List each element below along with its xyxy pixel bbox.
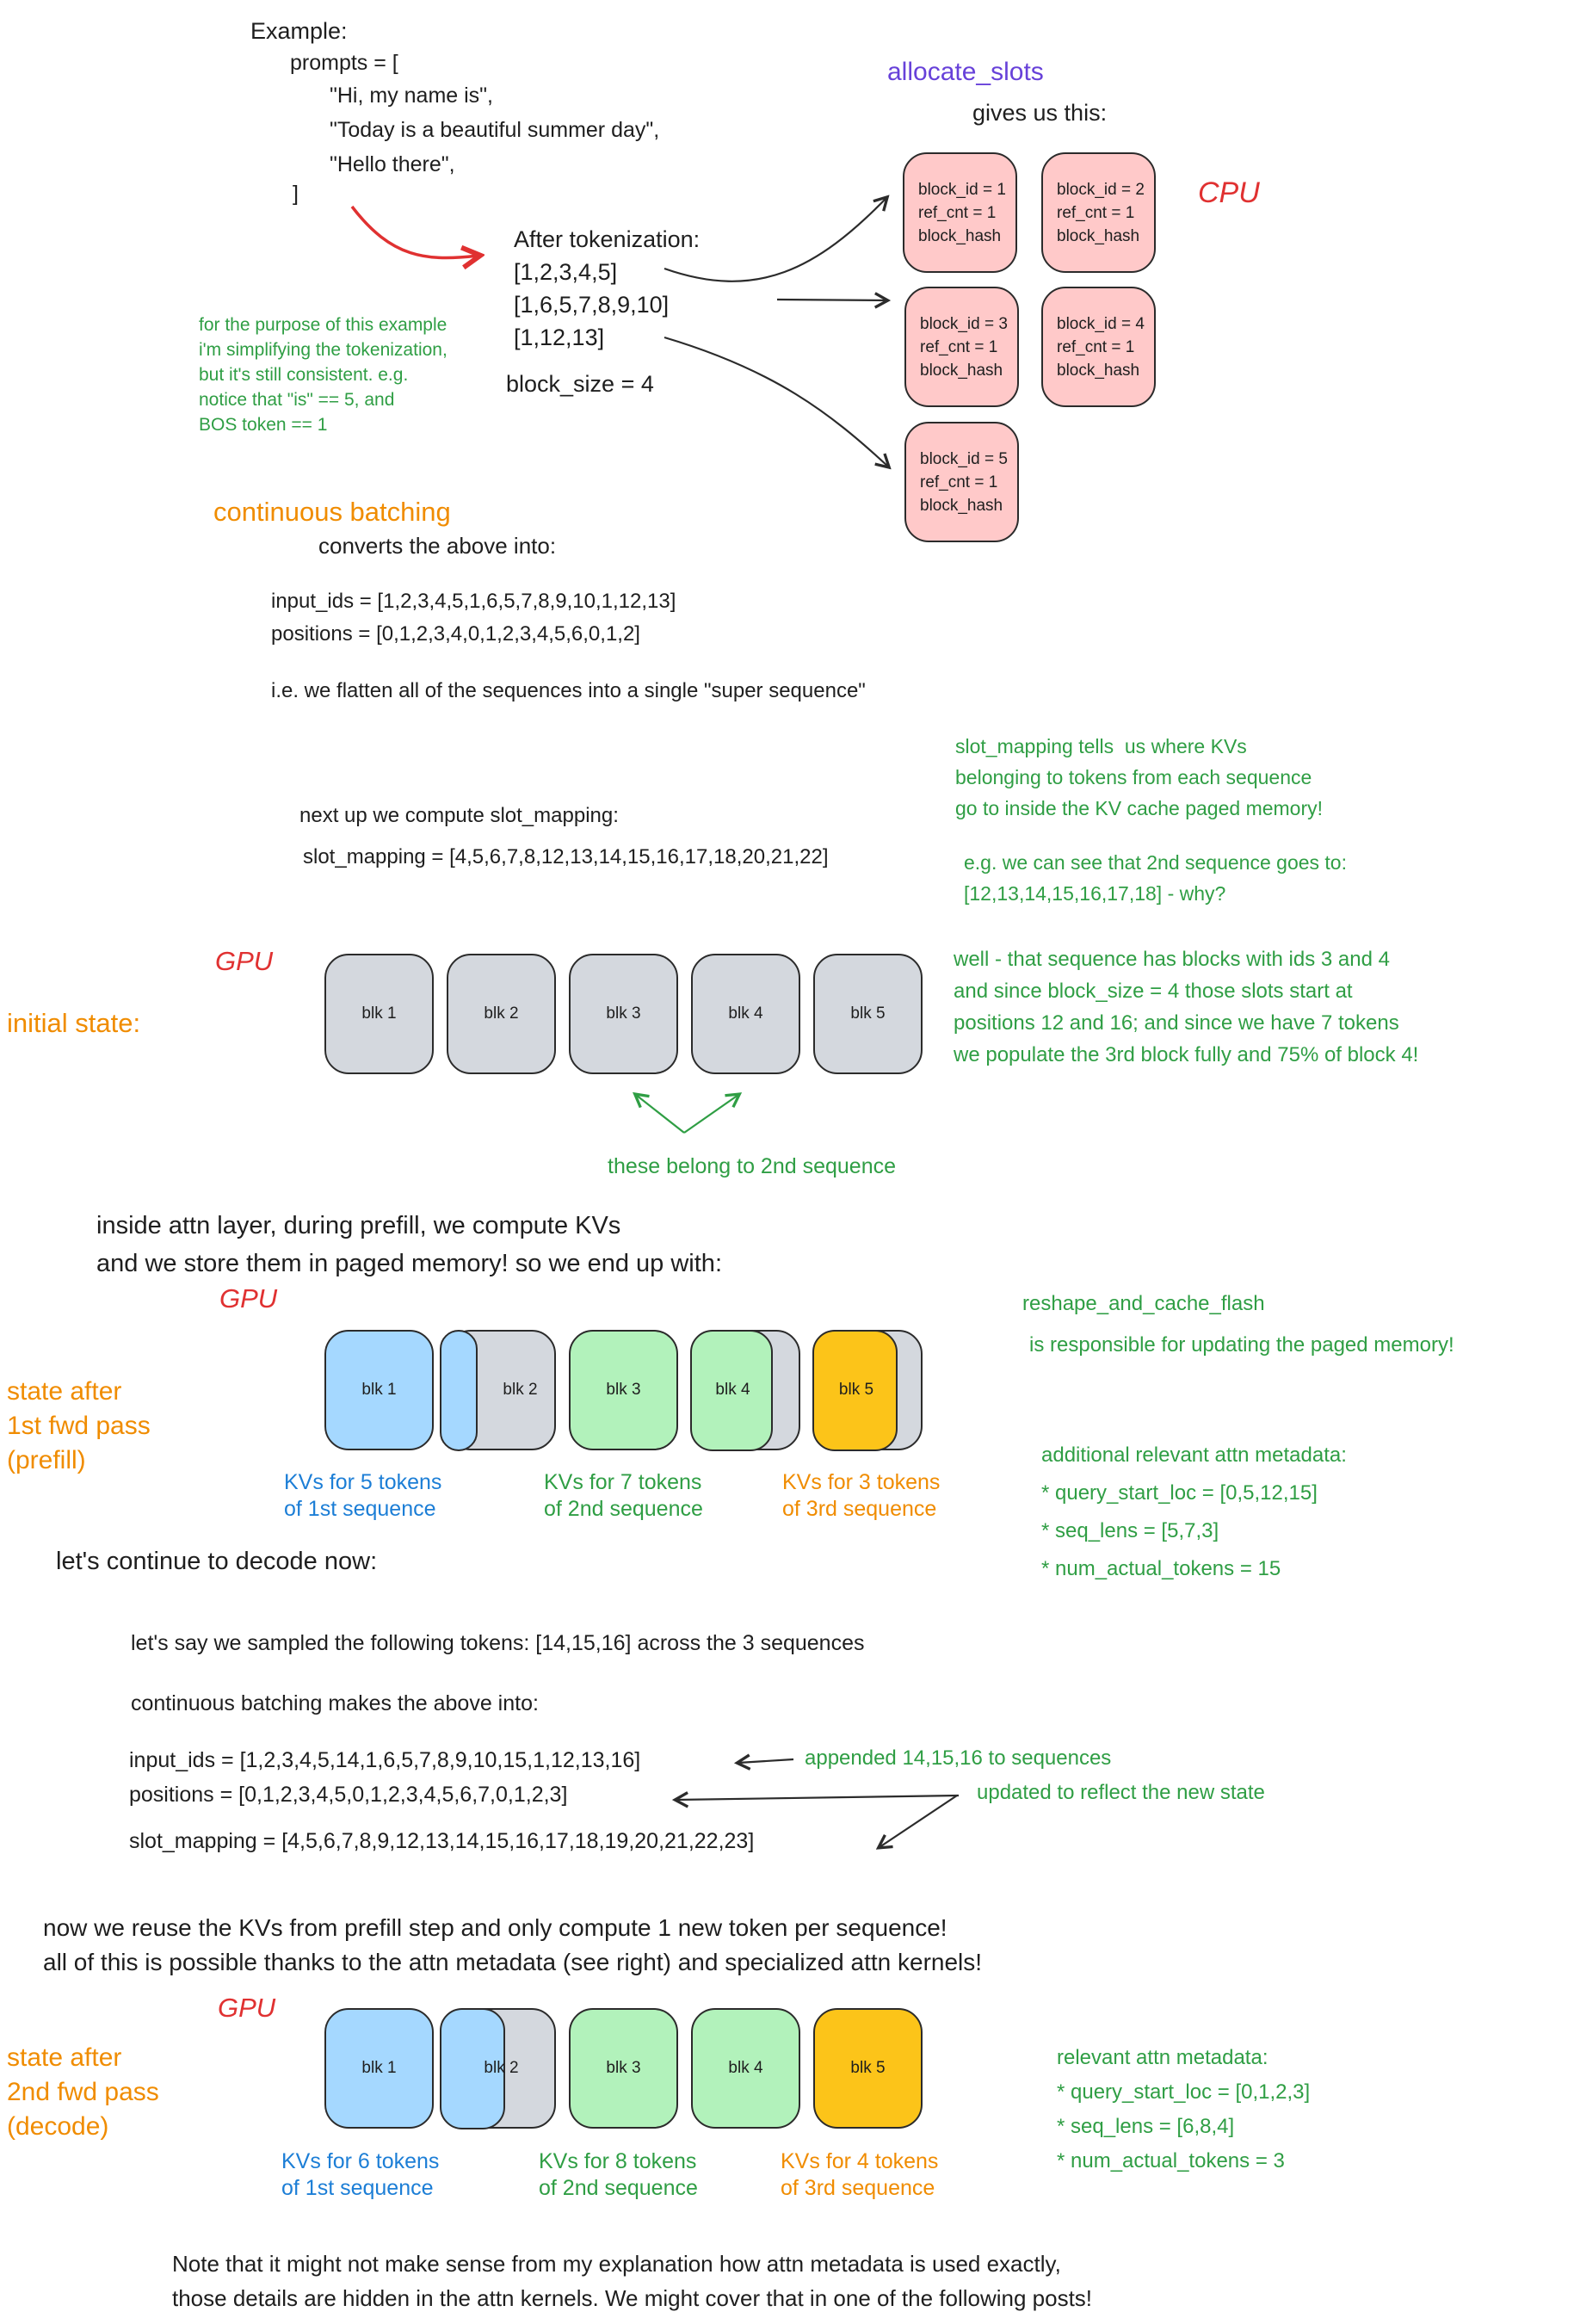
cpu-block-id: block_id = 3 [920, 314, 1008, 333]
gpu-block-initial-5 [813, 954, 923, 1074]
gpu-block-decode-2 [447, 2008, 556, 2129]
gpu-block-initial-4 [691, 954, 800, 1074]
cpu-block-hash: block_hash [920, 496, 1003, 515]
gpu-block-initial-3 [569, 954, 678, 1074]
cpu-block-refcnt: ref_cnt = 1 [1057, 203, 1135, 222]
prefill-side-label: state after [7, 1377, 122, 1406]
cpu-block-id: block_id = 4 [1057, 314, 1145, 333]
slot-mapping-example: e.g. we can see that 2nd sequence goes to: [964, 851, 1347, 874]
gpu-block-initial-1 [324, 954, 434, 1074]
decode-legend-seq2: KVs for 8 tokens of 2nd sequence [539, 2149, 698, 2201]
gpu-label-initial: GPU [215, 946, 274, 976]
prefill-meta-line: * seq_lens = [5,7,3] [1041, 1519, 1219, 1542]
second-sequence-note: these belong to 2nd sequence [608, 1154, 896, 1178]
prefill-intro-line: and we store them in paged memory! so we end up with: [96, 1250, 722, 1277]
cpu-block-id: block_id = 5 [920, 449, 1008, 468]
appended-note: appended 14,15,16 to sequences [805, 1746, 1112, 1770]
gpu-block-decode-1 [324, 2008, 434, 2129]
cpu-block-2 [1041, 152, 1156, 273]
allocate-subtitle: gives us this: [972, 100, 1108, 126]
slot-mapping-note: slot_mapping tells us where KVs [955, 735, 1247, 757]
arrow-appended-note [738, 1759, 793, 1763]
cpu-label: CPU [1198, 176, 1260, 209]
tokenization-note-line: but it's still consistent. e.g. [199, 365, 409, 385]
cpu-block-5 [904, 422, 1019, 542]
slot-mapping-note: belonging to tokens from each sequence [955, 766, 1312, 788]
block-label: blk 4 [715, 1381, 750, 1399]
decode-side-label: (decode) [7, 2112, 109, 2141]
why-note-line: we populate the 3rd block fully and 75% of block 4! [954, 1043, 1419, 1066]
decode-side-label: 2nd fwd pass [7, 2078, 159, 2106]
decode-meta-line: * num_actual_tokens = 3 [1057, 2149, 1285, 2173]
tokenization-note-line: for the purpose of this example [199, 315, 448, 335]
block-label: blk 4 [728, 1004, 763, 1023]
cpu-block-hash: block_hash [920, 361, 1003, 380]
gpu-block-initial-2 [447, 954, 556, 1074]
slot-mapping-decode: slot_mapping = [4,5,6,7,8,9,12,13,14,15,16,17,18,19,20,21,22,23] [129, 1829, 755, 1853]
slot-mapping-note: go to inside the KV cache paged memory! [955, 797, 1324, 819]
tokenization-note-line: BOS token == 1 [199, 415, 328, 435]
gpu-block-prefill-3 [569, 1330, 678, 1450]
prefill-meta-line: * num_actual_tokens = 15 [1041, 1557, 1281, 1580]
gpu-label-decode: GPU [218, 1993, 276, 2023]
updated-note: updated to reflect the new state [977, 1781, 1265, 1804]
token-list-2: [1,6,5,7,8,9,10] [514, 292, 670, 318]
positions-prefill: positions = [0,1,2,3,4,0,1,2,3,4,5,6,0,1,2] [271, 622, 640, 646]
slot-mapping-intro: next up we compute slot_mapping: [299, 804, 619, 827]
decode-batching: continuous batching makes the above into: [131, 1691, 539, 1715]
arrow-updated-to-positions [676, 1796, 959, 1800]
cpu-block-id: block_id = 2 [1057, 180, 1145, 199]
arrow-prompts-to-tokenization [352, 207, 478, 258]
decode-legend-seq1: KVs for 6 tokens of 1st sequence [281, 2149, 440, 2201]
cpu-block-refcnt: ref_cnt = 1 [1057, 337, 1135, 356]
cpu-block-4 [1041, 287, 1156, 407]
prefill-side-label: (prefill) [7, 1446, 86, 1474]
positions-decode: positions = [0,1,2,3,4,5,0,1,2,3,4,5,6,7,0,1,2,3] [129, 1783, 568, 1807]
prompts-close: ] [293, 182, 299, 206]
prefill-intro-line: inside attn layer, during prefill, we compute KVs [96, 1212, 621, 1239]
block-label: blk 5 [850, 2059, 886, 2077]
arrow-second-sequence-right [684, 1095, 738, 1133]
tokenization-note-line: notice that "is" == 5, and [199, 390, 395, 410]
example-title: Example: [250, 18, 348, 44]
block-label: blk 5 [850, 1004, 886, 1023]
cpu-block-id: block_id = 1 [918, 180, 1006, 199]
tokenization-note-line: i'm simplifying the tokenization, [199, 340, 448, 360]
block-label: blk 3 [606, 2059, 641, 2077]
allocate-slots-title: allocate_slots [887, 58, 1044, 86]
kv-fill-seq1 [440, 1330, 478, 1451]
block-label: blk 1 [361, 2059, 397, 2077]
block-label: blk 2 [503, 1381, 538, 1399]
input-ids-prefill: input_ids = [1,2,3,4,5,1,6,5,7,8,9,10,1,12,13] [271, 590, 676, 613]
prefill-legend-seq2: KVs for 7 tokens of 2nd sequence [544, 1470, 703, 1522]
decode-legend-seq3: KVs for 4 tokens of 3rd sequence [781, 2149, 939, 2201]
decode-side-label: state after [7, 2043, 122, 2072]
block-label: blk 5 [838, 1381, 874, 1399]
gpu-label-prefill: GPU [219, 1283, 278, 1313]
arrow-tokens-seq3-to-cpu [664, 337, 888, 467]
token-list-1: [1,2,3,4,5] [514, 259, 618, 285]
arrow-second-sequence-left [636, 1095, 684, 1133]
decode-meta-line: relevant attn metadata: [1057, 2046, 1268, 2069]
block-size: block_size = 4 [506, 371, 654, 397]
cpu-block-1 [903, 152, 1017, 273]
prompt-line: "Hello there", [330, 152, 455, 176]
arrow-updated-to-slot-mapping [880, 1796, 957, 1847]
decode-sampled: let's say we sampled the following tokens: [14,15,16] across the 3 sequences [131, 1631, 865, 1655]
prompt-line: "Hi, my name is", [330, 83, 494, 108]
initial-state-label: initial state: [7, 1008, 141, 1038]
block-label: blk 3 [606, 1004, 641, 1023]
cpu-block-hash: block_hash [918, 226, 1002, 245]
why-note-line: well - that sequence has blocks with ids 3 and 4 [954, 948, 1390, 971]
block-label: blk 1 [361, 1004, 397, 1023]
prompts-open: prompts = [ [290, 51, 398, 75]
reuse-line: now we reuse the KVs from prefill step and only compute 1 new token per sequence! [43, 1914, 947, 1941]
prefill-legend-seq3: KVs for 3 tokens of 3rd sequence [782, 1470, 941, 1522]
gpu-block-decode-3 [569, 2008, 678, 2129]
gpu-block-decode-5 [813, 2008, 923, 2129]
cpu-block-refcnt: ref_cnt = 1 [920, 473, 998, 491]
input-ids-decode: input_ids = [1,2,3,4,5,14,1,6,5,7,8,9,10,15,1,12,13,16] [129, 1748, 641, 1772]
token-list-3: [1,12,13] [514, 324, 605, 350]
gpu-block-prefill-4 [691, 1330, 800, 1450]
reuse-line: all of this is possible thanks to the attn metadata (see right) and specialized attn kernels! [43, 1949, 983, 1975]
cpu-block-3 [904, 287, 1019, 407]
prefill-meta-line: * query_start_loc = [0,5,12,15] [1041, 1481, 1318, 1505]
block-label: blk 3 [606, 1381, 641, 1399]
block-label: blk 4 [728, 2059, 763, 2077]
cpu-block-refcnt: ref_cnt = 1 [918, 203, 997, 222]
prefill-meta-line: additional relevant attn metadata: [1041, 1443, 1347, 1467]
reshape-note-line: is responsible for updating the paged memory! [1029, 1333, 1454, 1357]
decode-continue: let's continue to decode now: [56, 1548, 378, 1575]
cpu-block-hash: block_hash [1057, 226, 1140, 245]
gpu-block-decode-4 [691, 2008, 800, 2129]
block-label: blk 2 [484, 1004, 519, 1023]
flatten-note: i.e. we flatten all of the sequences into a single "super sequence" [271, 679, 866, 702]
tokenization-title: After tokenization: [514, 226, 701, 252]
why-note-line: positions 12 and 16; and since we have 7 tokens [954, 1011, 1399, 1035]
reshape-note-line: reshape_and_cache_flash [1022, 1292, 1265, 1315]
block-label: blk 1 [361, 1381, 397, 1399]
block-label: blk 2 [484, 2059, 519, 2077]
decode-meta-line: * query_start_loc = [0,1,2,3] [1057, 2080, 1311, 2104]
gpu-block-prefill-1 [324, 1330, 434, 1450]
decode-meta-line: * seq_lens = [6,8,4] [1057, 2115, 1235, 2138]
gpu-block-prefill-5 [813, 1330, 923, 1450]
footer-note-line: Note that it might not make sense from my explanation how attn metadata is used exactly, [172, 2251, 1061, 2277]
prefill-side-label: 1st fwd pass [7, 1412, 151, 1440]
prefill-legend-seq1: KVs for 5 tokens of 1st sequence [284, 1470, 442, 1522]
footer-note-line: those details are hidden in the attn kernels. We might cover that in one of the following posts! [172, 2285, 1093, 2311]
cpu-block-hash: block_hash [1057, 361, 1140, 380]
gpu-block-prefill-2 [447, 1330, 556, 1450]
slot-mapping-value: slot_mapping = [4,5,6,7,8,12,13,14,15,16,17,18,20,21,22] [303, 845, 829, 868]
batching-subtitle: converts the above into: [318, 533, 557, 559]
why-note-line: and since block_size = 4 those slots start at [954, 980, 1353, 1003]
cpu-block-refcnt: ref_cnt = 1 [920, 337, 998, 356]
continuous-batching-title: continuous batching [213, 497, 451, 527]
prompt-line: "Today is a beautiful summer day", [330, 118, 660, 142]
slot-mapping-example: [12,13,14,15,16,17,18] - why? [964, 882, 1226, 905]
